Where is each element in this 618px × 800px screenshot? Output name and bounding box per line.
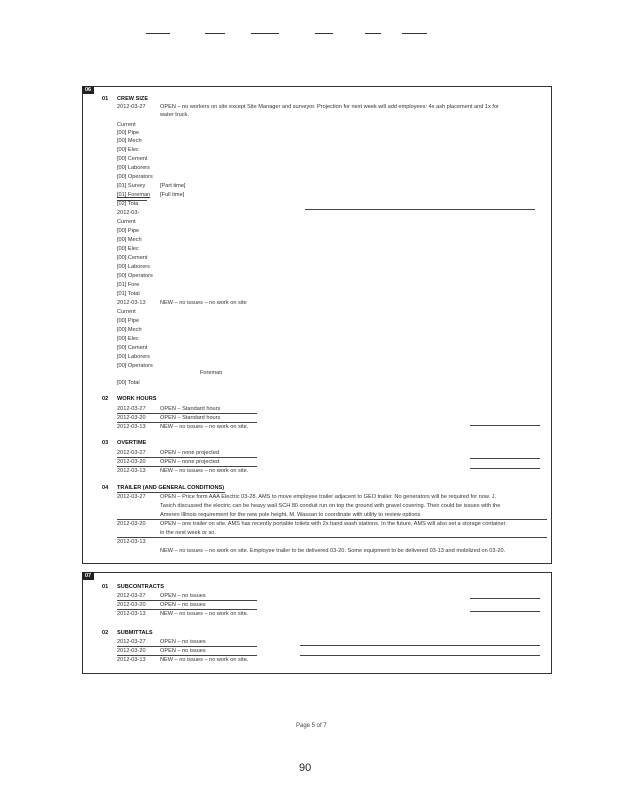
crew-c2-head: Current [117, 219, 136, 225]
section-06-badge: 06 [82, 86, 94, 94]
crew-c2-item: [00] Laborers [117, 264, 150, 270]
trailer-e1-date: 2012-03-27 [117, 494, 146, 500]
submittals-num: 02 [102, 630, 109, 636]
subcontracts-num: 01 [102, 584, 109, 590]
crew-c3-item: [00] Pipe [117, 318, 140, 324]
crew-e3-date: 2012-03-13 [117, 300, 146, 306]
crew-e2-date: 2012-03- [117, 210, 140, 216]
crew-c2-item: [01] Total [117, 291, 140, 297]
crew-c2-item: [00] Pipe [117, 228, 140, 234]
trailer-e3-text: NEW – no issues – no work on site. Employee trailer to be delivered 03-20. Some equipment to be delivered 03-13 and mobilized on 03-20. [160, 548, 506, 554]
rule [470, 468, 540, 469]
submittals-text: NEW – no issues – no work on site. [160, 657, 249, 663]
rule [117, 413, 257, 414]
crew-c2-item: [01] Fore [117, 282, 140, 288]
overtime-date: 2012-03-20 [117, 459, 146, 465]
crew-c3-item: [00] Operators [117, 363, 153, 369]
rule [117, 609, 257, 610]
crew-c1-note: [Part time] [160, 183, 186, 189]
submittals-title: SUBMITTALS [117, 630, 153, 636]
crew-c1-item: [01] Foreman [117, 192, 151, 198]
work-num: 02 [102, 396, 109, 402]
header-rule [146, 33, 170, 34]
subcontracts-date: 2012-03-27 [117, 593, 146, 599]
crew-c1-item: [01] Survey [117, 183, 146, 189]
section-07-badge: 07 [82, 572, 94, 580]
trailer-e2-line: OPEN – one trailer on site. AMS has recently portable toilets with 2x hand wash stations. In the future, AMS will also set a storage container [160, 521, 506, 527]
header-rule [315, 33, 333, 34]
crew-c1-head: Current [117, 122, 136, 128]
rule [117, 466, 257, 467]
crew-c1-item: [00] Laborers [117, 165, 150, 171]
crew-e1-text: OPEN – no workers on site except Site Manager and surveyor. Projection for next week will add employees: 4x ash placement and 1x for [160, 104, 499, 110]
work-text: OPEN – Standard hours [160, 406, 221, 412]
work-date: 2012-03-13 [117, 424, 146, 430]
rule [300, 655, 540, 656]
crew-c1-item: [02] Tota [117, 201, 139, 207]
crew-num: 01 [102, 96, 109, 102]
overtime-date: 2012-03-27 [117, 450, 146, 456]
trailer-e3-date: 2012-03-13 [117, 539, 146, 545]
overtime-date: 2012-03-13 [117, 468, 146, 474]
trailer-e1-line: OPEN – Price form AAA Electric 03-28. AMS to move employee trailer adjacent to GEO trailer. No generators will be required for now. J. [160, 494, 497, 500]
overtime-title: OVERTIME [117, 440, 147, 446]
subcontracts-date: 2012-03-13 [117, 611, 146, 617]
trailer-e2-date: 2012-03-20 [117, 521, 146, 527]
crew-title: CREW SIZE [117, 96, 149, 102]
rule [117, 537, 547, 538]
work-text: NEW – no issues – no work on site. [160, 424, 249, 430]
crew-c2-item: [00] Cement [117, 255, 148, 261]
rule [117, 457, 257, 458]
crew-c3-item: [00] Elec [117, 336, 139, 342]
rule [117, 655, 257, 656]
crew-c3-head: Current [117, 309, 136, 315]
rule [305, 209, 535, 210]
subcontracts-text: OPEN – no issues [160, 602, 206, 608]
crew-c1-item: [00] Elec [117, 147, 139, 153]
rule [470, 611, 540, 612]
trailer-e2-line: in the next week or so. [160, 530, 216, 536]
crew-e1-text2: water truck. [160, 112, 189, 118]
rule [300, 645, 540, 646]
submittals-text: OPEN – no issues [160, 639, 206, 645]
page-footer: Page 5 of 7 [296, 723, 327, 729]
crew-c2-item: [00] Elec [117, 246, 139, 252]
crew-c1-item: [00] Mech [117, 138, 142, 144]
trailer-e1-line: Tasich discussed the electric can be heavy wall SCH 80 conduit run on top the ground with gravel covering. Their could be issues with the [160, 503, 501, 509]
crew-c1-item: [00] Operators [117, 174, 153, 180]
rule [117, 646, 257, 647]
crew-c1-item: [00] Pipe [117, 130, 140, 136]
rule [117, 519, 547, 520]
submittals-date: 2012-03-27 [117, 639, 146, 645]
trailer-e1-line: Ameren Illinois requirement for the new pole height. M. Wassan to coordinate with utility to review options. [160, 512, 422, 518]
header-rule [205, 33, 225, 34]
work-text: OPEN – Standard hours [160, 415, 221, 421]
crew-c2-item: [00] Operators [117, 273, 153, 279]
submittals-date: 2012-03-13 [117, 657, 146, 663]
subcontracts-date: 2012-03-20 [117, 602, 146, 608]
crew-e3-text: NEW – no issues – no work on site [160, 300, 247, 306]
crew-c3-total: [00] Total [117, 380, 140, 386]
trailer-title: TRAILER (AND GENERAL CONDITIONS) [117, 485, 225, 491]
subcontracts-text: OPEN – no issues [160, 593, 206, 599]
rule [470, 458, 540, 459]
subcontracts-text: NEW – no issues – no work on site. [160, 611, 249, 617]
work-date: 2012-03-27 [117, 406, 146, 412]
page-number: 90 [299, 762, 312, 774]
rule [117, 422, 257, 423]
work-title: WORK HOURS [117, 396, 157, 402]
crew-c3-item: [00] Mech [117, 327, 142, 333]
crew-c3-item: [00] Cement [117, 345, 148, 351]
rule [117, 600, 257, 601]
header-rule [365, 33, 381, 34]
crew-c1-item: [00] Cement [117, 156, 148, 162]
trailer-num: 04 [102, 485, 109, 491]
subcontracts-title: SUBCONTRACTS [117, 584, 164, 590]
crew-c1-note: [Full time] [160, 192, 185, 198]
rule [470, 598, 540, 599]
overtime-text: NEW – no issues – no work on site. [160, 468, 249, 474]
crew-c3-item: [00] Laborers [117, 354, 150, 360]
work-date: 2012-03-20 [117, 415, 146, 421]
rule [470, 425, 540, 426]
overtime-num: 03 [102, 440, 109, 446]
rule [117, 200, 147, 201]
overtime-text: OPEN – none projected [160, 450, 220, 456]
submittals-text: OPEN – no issues [160, 648, 206, 654]
crew-c3-note: Foreman [200, 370, 223, 376]
crew-e1-date: 2012-03-27 [117, 104, 146, 110]
header-rule [402, 33, 427, 34]
header-rule [251, 33, 279, 34]
submittals-date: 2012-03-20 [117, 648, 146, 654]
rule [117, 492, 225, 493]
overtime-text: OPEN – none projected [160, 459, 220, 465]
crew-c2-item: [00] Mech [117, 237, 142, 243]
